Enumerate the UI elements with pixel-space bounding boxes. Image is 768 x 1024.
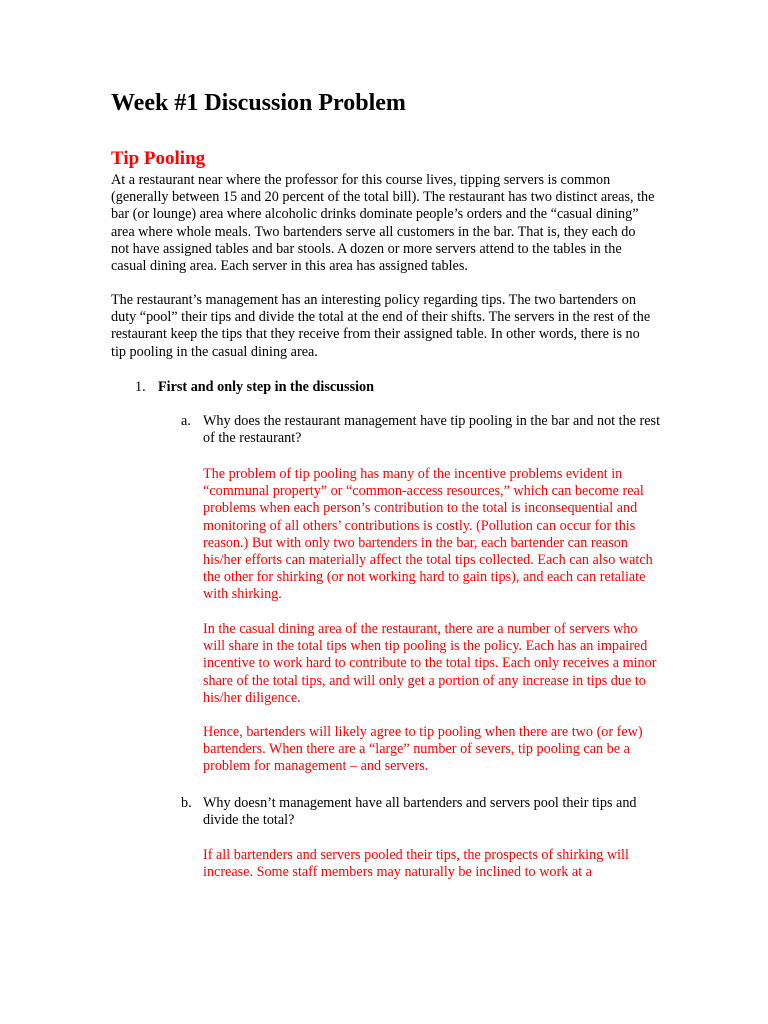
question-b	[181, 795, 661, 829]
page-title: Week #1 Discussion Problem	[111, 90, 406, 116]
intro-paragraph: At a restaurant near where the professor for this course lives, tipping servers is common (generally between 15 and 20 percent of the total bill). The restaurant has two distinct areas, the bar (or lounge) area where alcoholic drinks dominate people’s orders and the “casual dining” area where whole meals. Two bartenders serve all customers in the bar. That is, they each do not have assigned tables and bar stools. A dozen or more servers attend to the tables in the casual dining area. Each server in this area has assigned tables.	[111, 172, 655, 275]
question-text: Why doesn’t management have all bartenders and servers pool their tips and divide the total?	[203, 795, 637, 829]
answer-paragraph: If all bartenders and servers pooled their tips, the prospects of shirking will increase. Some staff members may naturally be inclined to work at a	[203, 847, 629, 881]
question-text: Why does the restaurant management have tip pooling in the bar and not the rest of the restaurant?	[203, 413, 661, 447]
question-letter: a.	[181, 413, 191, 429]
discussion-step	[135, 379, 374, 396]
question-a	[181, 413, 661, 447]
step-label: First and only step in the discussion	[158, 379, 375, 395]
policy-paragraph: The restaurant’s management has an interesting policy regarding tips. The two bartenders on duty “pool” their tips and divide the total at the end of their shifts. The servers in the rest of the restaurant keep the tips that they receive from their assigned table. In other words, there is no tip pooling in the casual dining area.	[111, 292, 651, 360]
answer-paragraph: The problem of tip pooling has many of the incentive problems evident in “communal property” or “common-access resources,” which can become real problems when each person’s contribution to the total is inconsequential and monitoring of all others’ contributions is costly. (Pollution can occur for this reason.) But with only two bartenders in the bar, each bartender can reason his/her efforts can materially affect the total tips collected. Each can also watch the other for shirking (or not working hard to gain tips), and each can retaliate with shirking.	[203, 466, 653, 603]
answer-paragraph: In the casual dining area of the restaurant, there are a number of servers who will share in the total tips when tip pooling is the policy. Each has an impaired incentive to work hard to contribute to the total tips. Each only receives a minor share of the total tips, and will only get a portion of any increase in tips due to his/her diligence.	[203, 621, 657, 706]
step-number: 1.	[135, 379, 146, 395]
answer-paragraph: Hence, bartenders will likely agree to tip pooling when there are two (or few) bartenders. When there are a “large” number of severs, tip pooling can be a problem for management – and servers.	[203, 724, 643, 775]
section-heading: Tip Pooling	[111, 148, 206, 169]
question-letter: b.	[181, 795, 192, 811]
